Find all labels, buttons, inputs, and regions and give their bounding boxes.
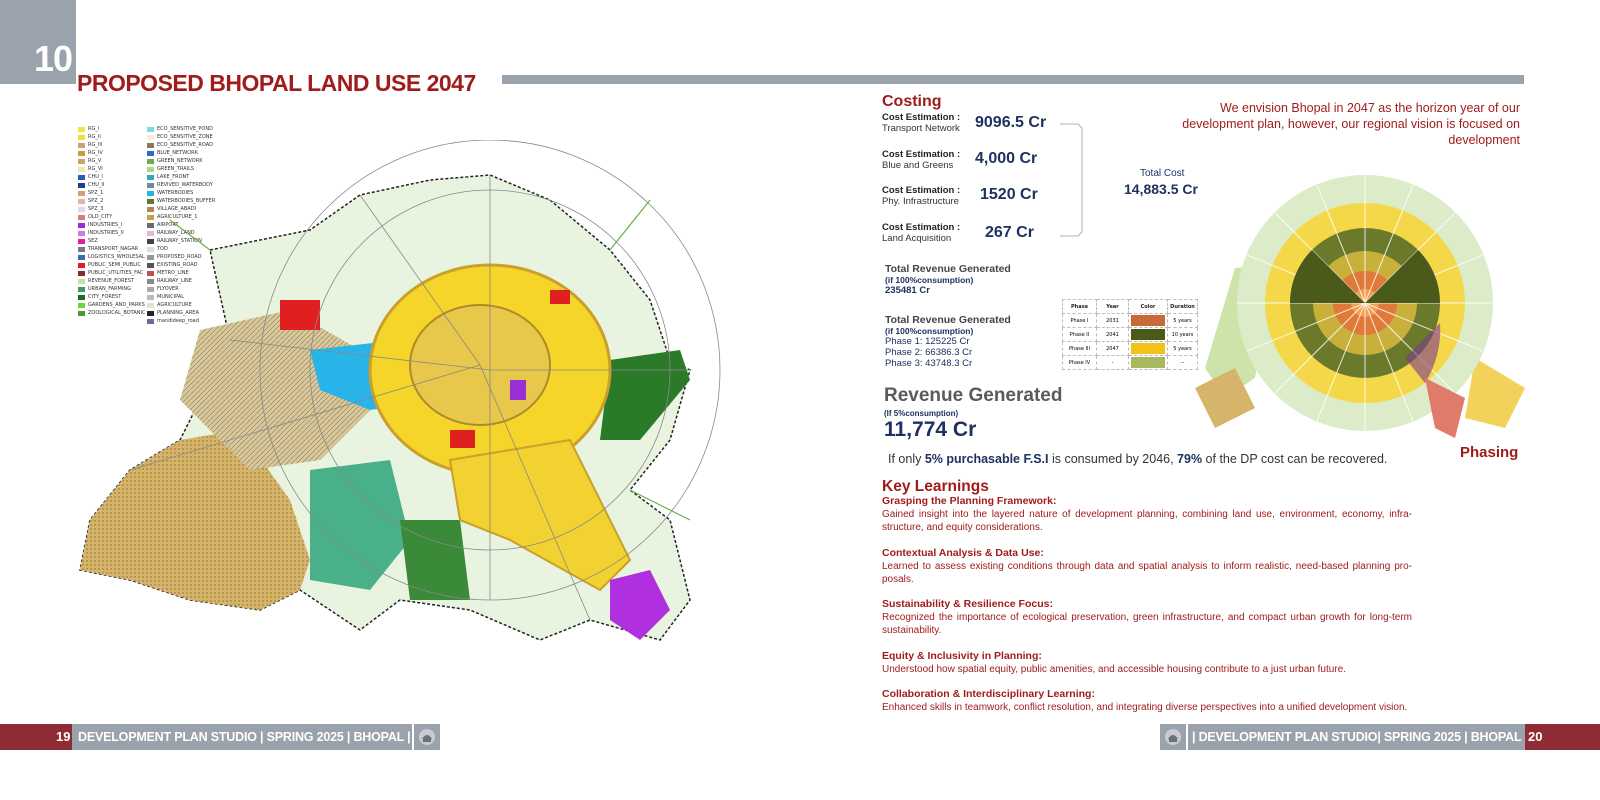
- cost-item-label: Transport Network: [882, 123, 960, 134]
- revenue-total-sub: (if 100%consumption): [885, 275, 974, 285]
- legend-label: PUBLIC_SEMI_PUBLIC: [88, 262, 141, 268]
- cost-item-infrastructure: [882, 185, 960, 207]
- legend-label: CHU_I: [88, 174, 103, 180]
- revenue-phases-block: [885, 314, 1011, 369]
- cost-item-label-bold: Cost Estimation :: [882, 222, 961, 233]
- phase-color-swatch: [1131, 357, 1165, 368]
- phase-row: [1063, 314, 1198, 328]
- legend-label: CHU_II: [88, 182, 105, 188]
- learning-item-5: [882, 688, 1412, 714]
- legend-label: ZOOLOGICAL_BOTANIC: [88, 310, 146, 316]
- legend-label: METRO_LINE: [157, 270, 189, 276]
- legend-swatch: [78, 127, 85, 132]
- phase-year-cell: 2031: [1097, 314, 1129, 328]
- legend-label: RG_I: [88, 126, 100, 132]
- legend-label: LAKE_FRONT: [157, 174, 190, 180]
- legend-label: ECO_SENSITIVE_ZONE: [157, 134, 213, 140]
- legend-label: RG_VI: [88, 166, 103, 172]
- legend-label: GREEN_NETWORK: [157, 158, 203, 164]
- learning-item-1: [882, 495, 1412, 534]
- fsi-bold-2: 79%: [1177, 452, 1203, 466]
- phase-duration-cell: 5 years: [1168, 342, 1198, 356]
- legend-label: RG_V: [88, 158, 102, 164]
- city-forest-east: [600, 350, 690, 440]
- phase-duration-cell: 10 years: [1168, 328, 1198, 342]
- industries-core: [510, 380, 526, 400]
- phase-year-cell: -: [1097, 356, 1129, 370]
- learning-head: Contextual Analysis & Data Use:: [882, 547, 1044, 559]
- learning-item-2: [882, 547, 1412, 586]
- learning-text: Enhanced skills in teamwork, conflict resolution, and integrating diverse perspectives into a unified development vision.: [882, 702, 1408, 713]
- vision-statement: We envision Bhopal in 2047 as the horizon year of our development plan, however, our regional vision is focused on development: [1182, 101, 1520, 147]
- legend-label: RAILWAY_LINE: [157, 278, 192, 284]
- studio-logo-icon: [1164, 728, 1182, 746]
- cost-item-label-bold: Cost Estimation :: [882, 112, 961, 123]
- learning-item-3: [882, 598, 1412, 637]
- phase-color-cell: [1129, 314, 1168, 328]
- learning-head: Collaboration & Interdisciplinary Learning:: [882, 688, 1095, 700]
- legend-label: URBAN_FARMING: [88, 286, 131, 292]
- legend-label: RAILWAY_STATION: [157, 238, 202, 244]
- legend-label: GARDENS_AND_PARKS: [88, 302, 145, 308]
- public-zone-1: [280, 300, 320, 330]
- revenue-generated-sub: (If 5%consumption): [884, 409, 959, 418]
- phase-year-cell: 2047: [1097, 342, 1129, 356]
- footer-left-end: |: [403, 730, 411, 744]
- year-header: Year: [1097, 300, 1129, 314]
- legend-label: INDUSTRIES_I: [88, 222, 123, 228]
- legend-label: SPZ_1: [88, 190, 104, 196]
- legend-label: PROPOSED_ROAD: [157, 254, 202, 260]
- legend-label: RAILWAY_LAND: [157, 230, 195, 236]
- cost-value-land: 267 Cr: [985, 224, 1034, 241]
- legend-label: VILLAGE_ABADI: [157, 206, 197, 212]
- fsi-pre: If only: [888, 452, 925, 466]
- studio-logo-icon: [418, 728, 436, 746]
- costing-title: Costing: [882, 93, 942, 110]
- revenue-phases-title: Total Revenue Generated: [885, 314, 1011, 326]
- learning-text: Recognized the importance of ecological preservation, green infrastructure, and compact urban growth for long-term sustainability.: [882, 612, 1412, 636]
- cost-value-infrastructure: 1520 Cr: [980, 186, 1038, 203]
- fsi-statement: [888, 452, 1387, 466]
- learning-head: Sustainability & Resilience Focus:: [882, 598, 1053, 610]
- legend-label: EXISTING_ROAD: [157, 262, 198, 268]
- cost-brace: [1060, 122, 1088, 237]
- footer-left-city: BHOPAL: [353, 730, 404, 744]
- revenue-total-value: 235481 Cr: [885, 285, 930, 296]
- phase-color-cell: [1129, 356, 1168, 370]
- public-zone-2: [450, 430, 475, 448]
- phase-color-cell: [1129, 342, 1168, 356]
- legend-label: RG_III: [88, 142, 103, 148]
- revenue-phase-3: Phase 3: 43748.3 Cr: [885, 358, 973, 369]
- cost-value-transport: 9096.5 Cr: [975, 114, 1047, 131]
- footer-left-studio: DEVELOPMENT PLAN STUDIO | SPRING 2025 |: [78, 730, 354, 744]
- phase-duration-cell: 5 years: [1168, 314, 1198, 328]
- fsi-post: of the DP cost can be recovered.: [1202, 452, 1388, 466]
- learning-text: Learned to assess existing conditions through data and spatial analysis to inform realistic, need-based planning pro-posals.: [882, 561, 1412, 585]
- fsi-mid: is consumed by 2046,: [1048, 452, 1178, 466]
- learning-head: Equity & Inclusivity in Planning:: [882, 650, 1042, 662]
- land-use-map: [70, 140, 730, 700]
- learning-item-4: [882, 650, 1412, 676]
- phase-color-swatch: [1131, 315, 1165, 326]
- phase-color-swatch: [1131, 329, 1165, 340]
- color-header: Color: [1129, 300, 1168, 314]
- footer-right-city: BHOPAL: [1470, 730, 1522, 744]
- phase-phase-cell: Phase I: [1063, 314, 1097, 328]
- total-cost-label: Total Cost: [1140, 168, 1185, 179]
- phase-color-cell: [1129, 328, 1168, 342]
- total-cost-value: 14,883.5 Cr: [1124, 181, 1198, 197]
- phase-duration-cell: --: [1168, 356, 1198, 370]
- phase-phase-cell: Phase III: [1063, 342, 1097, 356]
- revenue-phase-1: Phase 1: 125225 Cr: [885, 336, 970, 347]
- page-title: PROPOSED BHOPAL LAND USE 2047: [77, 70, 476, 96]
- legend-label: SEZ: [88, 238, 98, 244]
- legend-label: MUNICIPAL: [157, 294, 185, 300]
- phase-row: [1063, 356, 1198, 370]
- legend-label: REVENUE_FOREST: [88, 278, 134, 284]
- legend-label: GREEN_TRAILS: [157, 166, 195, 172]
- revenue-generated-value: 11,774 Cr: [884, 418, 977, 441]
- title-rule: [502, 75, 1524, 84]
- phase-color-swatch: [1131, 343, 1165, 354]
- legend-label: mandideep_road: [157, 318, 199, 324]
- footer-left-text: [78, 730, 410, 744]
- learning-text: Understood how spatial equity, public amenities, and accessible housing contribute to a just urban future.: [882, 664, 1346, 675]
- footer-right-page-number: 20: [1528, 729, 1543, 744]
- legend-label: LOGISTICS_WHOLESAL: [88, 254, 145, 260]
- legend-swatch: [78, 135, 85, 140]
- legend-label: TOD: [157, 246, 168, 252]
- legend-label: REVIVED_WATERBODY: [157, 182, 213, 188]
- phase-table: [1062, 299, 1198, 370]
- cost-item-label-bold: Cost Estimation :: [882, 149, 961, 160]
- legend-label: SPZ_2: [88, 198, 104, 204]
- legend-label: FLYOVER: [157, 286, 179, 292]
- learning-head: Grasping the Planning Framework:: [882, 495, 1057, 507]
- phase-row: [1063, 328, 1198, 342]
- legend-label: TRANSPORT_NAGAR: [88, 246, 139, 252]
- cost-item-land: [882, 222, 960, 244]
- cost-item-transport: [882, 112, 960, 134]
- legend-label: INDUSTRIES_II: [88, 230, 124, 236]
- phase-year-cell: 2041: [1097, 328, 1129, 342]
- cost-value-blue-green: 4,000 Cr: [975, 150, 1038, 167]
- key-learnings-title: Key Learnings: [882, 478, 989, 495]
- revenue-phase-2: Phase 2: 66386.3 Cr: [885, 347, 973, 358]
- revenue-total-block: [885, 263, 1011, 296]
- legend-label: ECO_SENSITIVE_POND: [157, 126, 213, 132]
- legend-swatch: [147, 127, 154, 132]
- legend-label: PLANNING_AREA: [157, 310, 199, 316]
- footer-right-studio: | DEVELOPMENT PLAN STUDIO| SPRING 2025 |: [1192, 730, 1471, 744]
- phasing-label: Phasing: [1460, 444, 1519, 461]
- legend-label: PUBLIC_UTILITIES_FAC: [88, 270, 144, 276]
- legend-label: RG_II: [88, 134, 101, 140]
- footer-left-logo: [414, 724, 440, 750]
- legend-label: BLUE_NETWORK: [157, 150, 198, 156]
- public-zone-3: [550, 290, 570, 304]
- revenue-generated-title: Revenue Generated: [884, 385, 1063, 406]
- chapter-number: 10: [34, 38, 73, 79]
- fsi-bold-1: 5% purchasable F.S.I: [924, 452, 1049, 466]
- learning-text: Gained insight into the layered nature of development planning, combining land use, environment, economy, infra-structure, and equity considerations.: [882, 509, 1412, 533]
- footer-right-logo: [1160, 724, 1186, 750]
- revenue-total-title: Total Revenue Generated: [885, 263, 1011, 275]
- legend-label: AGRICULTURE_1: [157, 214, 198, 220]
- legend-label: AGRICULTURE: [157, 302, 192, 308]
- cost-item-blue-green: [882, 149, 960, 171]
- legend-label: OLD_CITY: [88, 214, 113, 220]
- legend-label: ECO_SENSITIVE_ROAD: [157, 142, 214, 148]
- legend-label: AIRPORT: [157, 222, 179, 228]
- phase-phase-cell: Phase II: [1063, 328, 1097, 342]
- legend-item: [78, 125, 145, 133]
- phase-row: [1063, 342, 1198, 356]
- revenue-phases-sub: (if 100%consumption): [885, 326, 974, 336]
- phase-header: Phase: [1063, 300, 1097, 314]
- duration-header: Duration: [1168, 300, 1198, 314]
- cost-item-label: Land Acquisition: [882, 233, 952, 244]
- cost-item-label: Blue and Greens: [882, 160, 954, 171]
- legend-label: WATERBODIES: [157, 190, 194, 196]
- legend-label: SPZ_3: [88, 206, 104, 212]
- phase-phase-cell: Phase IV: [1063, 356, 1097, 370]
- legend-label: CITY_FOREST: [88, 294, 122, 300]
- cost-item-label: Phy. Infrastructure: [882, 196, 959, 207]
- legend-label: WATERBODIES_BUFFER: [157, 198, 216, 204]
- footer-left-page-number: 19: [56, 729, 71, 744]
- footer-right-text: [1192, 730, 1521, 744]
- phasing-map: [1195, 168, 1525, 448]
- cost-item-label-bold: Cost Estimation :: [882, 185, 961, 196]
- city-forest-south: [400, 520, 470, 600]
- legend-item: [147, 125, 215, 133]
- legend-label: RG_IV: [88, 150, 103, 156]
- legend-swatch: [147, 135, 154, 140]
